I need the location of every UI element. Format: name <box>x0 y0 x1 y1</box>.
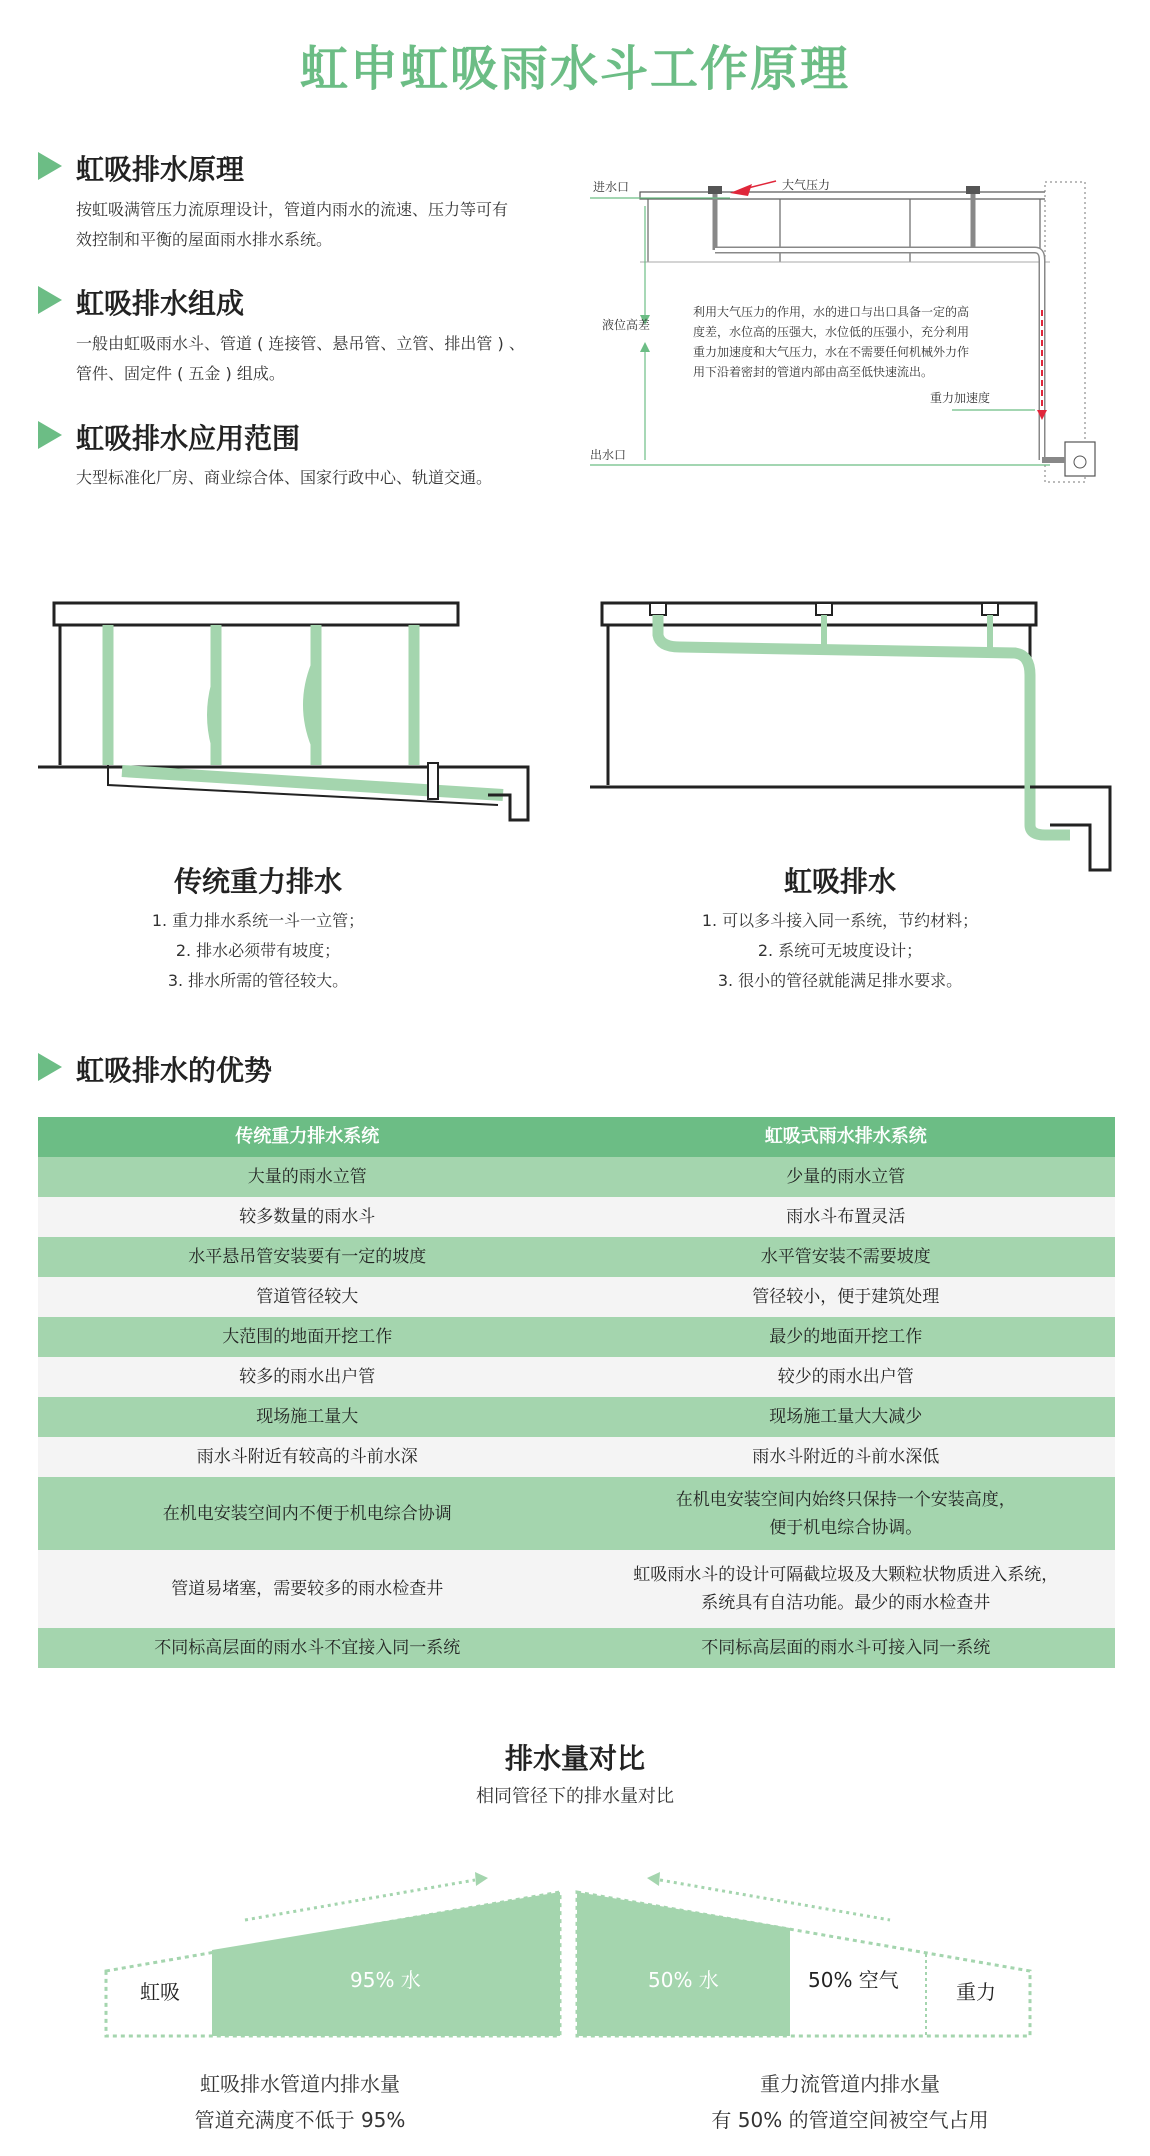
flow-comparison-title: 排水量对比 <box>504 1742 645 1775</box>
table-cell: 最少的地面开挖工作 <box>769 1327 923 1347</box>
level-difference-label: 液位高差 <box>602 318 651 332</box>
table-cell: 水平悬吊管安装要有一定的坡度 <box>188 1247 427 1267</box>
table-header-row <box>38 1117 1115 1157</box>
table-cell: 虹吸雨水斗的设计可隔截垃圾及大颗粒状物质进入系统， 系统具有自洁功能。最少的雨水检查井 <box>633 1565 1059 1613</box>
table-row <box>38 1277 1115 1317</box>
table-cell: 水平管安装不需要坡度 <box>760 1247 931 1267</box>
gravity-caption-line1: 重力流管道内排水量 <box>760 2072 940 2096</box>
section-heading-scope: 虹吸排水应用范围 <box>76 422 301 455</box>
table-cell: 雨水斗附近的斗前水深低 <box>752 1447 940 1467</box>
gravity-air-label: 50% 空气 <box>808 1968 899 1992</box>
table-cell: 在机电安装空间内不便于机电综合协调 <box>162 1503 452 1524</box>
table-cell: 现场施工量大 <box>256 1407 359 1427</box>
table-cell: 较少的雨水出户管 <box>777 1367 914 1387</box>
table-row <box>38 1437 1115 1477</box>
table-cell: 雨水斗布置灵活 <box>786 1207 906 1227</box>
siphon-water-label: 95% 水 <box>350 1968 421 1992</box>
gravity-caption-line2: 有 50% 的管道空间被空气占用 <box>711 2108 989 2132</box>
section-text-composition: 一般由虹吸雨水斗、管道 ( 连接管、悬吊管、立管、排出管 ) 、 管件、固定件 ( 五金 ) 组成。 <box>76 334 525 383</box>
table-cell: 在机电安装空间内始终只保持一个安装高度， 便于机电综合协调。 <box>675 1489 1016 1538</box>
siphon-drainage-illustration <box>590 595 1130 875</box>
gravity-drainage-illustration <box>38 595 538 835</box>
siphon-label: 虹吸 <box>140 1980 180 2004</box>
table-row <box>38 1237 1115 1277</box>
outlet-label: 出水口 <box>590 448 627 462</box>
table-row <box>38 1550 1115 1628</box>
table-row <box>38 1628 1115 1668</box>
table-cell: 大范围的地面开挖工作 <box>222 1327 393 1347</box>
gravity-water-label: 50% 水 <box>648 1968 719 1992</box>
table-row <box>38 1357 1115 1397</box>
section-heading-composition: 虹吸排水组成 <box>76 287 245 320</box>
table-row <box>38 1317 1115 1357</box>
section-bullet-icon <box>38 152 62 180</box>
gravity-acceleration-label: 重力加速度 <box>930 391 991 405</box>
table-cell: 不同标高层面的雨水斗可接入同一系统 <box>701 1638 991 1658</box>
gravity-drainage-title: 传统重力排水 <box>173 865 342 898</box>
table-row <box>38 1397 1115 1437</box>
siphon-drainage-title: 虹吸排水 <box>783 865 896 898</box>
diagram-description: 利用大气压力的作用，水的进口与出口具备一定的高 度差，水位高的压强大，水位低的压强小，充分利用 重力加速度和大气压力，水在不需要任何机械外力作 用下沿着密封的管道内部由高至低快速流出。 <box>693 305 970 379</box>
table-cell: 较多的雨水出户管 <box>239 1367 376 1387</box>
siphon-item-3: 3. 很小的管径就能满足排水要求。 <box>717 971 963 990</box>
siphon-caption-line2: 管道充满度不低于 95% <box>194 2108 406 2132</box>
table-row <box>38 1477 1115 1550</box>
siphon-caption-line1: 虹吸排水管道内排水量 <box>200 2072 400 2096</box>
table-cell: 管径较小，便于建筑处理 <box>752 1287 940 1307</box>
siphon-item-2: 2. 系统可无坡度设计； <box>757 941 923 960</box>
inlet-label: 进水口 <box>593 180 630 194</box>
table-cell: 大量的雨水立管 <box>247 1167 367 1187</box>
table-cell: 少量的雨水立管 <box>786 1167 906 1187</box>
flow-comparison-subtitle: 相同管径下的排水量对比 <box>476 1786 674 1807</box>
table-row <box>38 1157 1115 1197</box>
advantages-heading: 虹吸排水的优势 <box>76 1054 273 1087</box>
page-title: 虹申虹吸雨水斗工作原理 <box>299 41 850 97</box>
table-row <box>38 1197 1115 1237</box>
advantages-table <box>38 1117 1115 1668</box>
section-bullet-icon <box>38 1053 62 1081</box>
table-cell: 雨水斗附近有较高的斗前水深 <box>196 1447 418 1467</box>
section-bullet-icon <box>38 286 62 314</box>
table-cell: 现场施工量大大减少 <box>769 1407 923 1427</box>
gravity-label: 重力 <box>956 1980 996 2004</box>
section-bullet-icon <box>38 421 62 449</box>
table-cell: 管道易堵塞，需要较多的雨水检查井 <box>171 1579 444 1599</box>
table-cell: 较多数量的雨水斗 <box>239 1207 376 1227</box>
flow-comparison-graphic <box>100 1800 1060 2060</box>
table-cell: 管道管径较大 <box>256 1287 359 1307</box>
table-cell: 不同标高层面的雨水斗不宜接入同一系统 <box>154 1638 461 1658</box>
section-text-scope: 大型标准化厂房、商业综合体、国家行政中心、轨道交通。 <box>76 468 493 487</box>
table-header-cell: 虹吸式雨水排水系统 <box>764 1126 927 1147</box>
section-heading-principle: 虹吸排水原理 <box>76 153 245 186</box>
table-header-cell: 传统重力排水系统 <box>235 1126 380 1147</box>
gravity-item-3: 3. 排水所需的管径较大。 <box>167 971 349 990</box>
section-text-principle: 按虹吸满管压力流原理设计，管道内雨水的流速、压力等可有 效控制和平衡的屋面雨水排水系统。 <box>76 200 509 249</box>
gravity-item-2: 2. 排水必须带有坡度； <box>175 941 341 960</box>
siphon-item-1: 1. 可以多斗接入同一系统，节约材料； <box>701 911 979 930</box>
pressure-label: 大气压力 <box>782 178 831 192</box>
gravity-item-1: 1. 重力排水系统一斗一立管； <box>151 911 365 930</box>
